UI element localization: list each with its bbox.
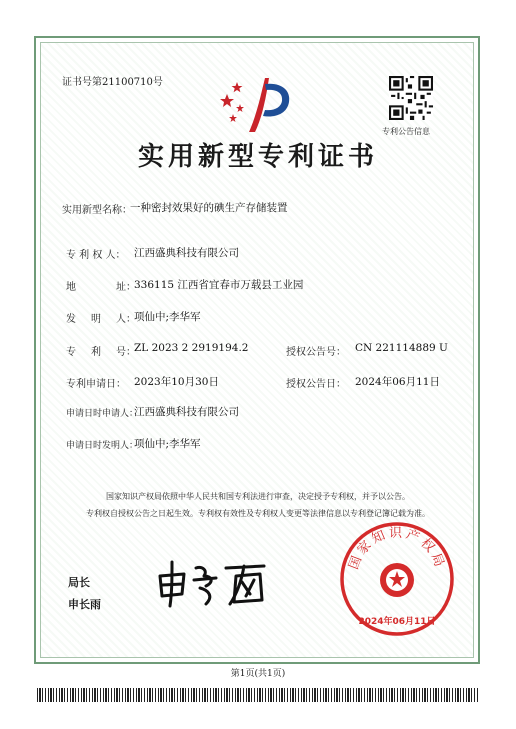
patent-no-value: ZL 2023 2 2919194.2 [134,342,249,354]
applicant-at-filing-label: 申请日时申请人： [66,409,139,419]
address-value: 336115 江西省宜春市万载县工业园 [134,279,304,291]
director-name: 申长雨 [68,598,101,611]
cnipa-logo-icon [219,74,297,134]
filing-date-label: 专利申请日： [66,379,126,390]
address-label-part1: 地 [66,282,76,293]
utility-model-label: 实用新型名称： [62,205,132,216]
address-label-part2: 址： [116,282,136,293]
official-seal-icon [338,520,456,638]
certificate-title: 实用新型专利证书 [137,142,378,172]
patentee-label: 专 利 权 人： [66,250,126,261]
director-title: 局长 [68,576,90,589]
qr-label: 专利公告信息 [382,127,430,136]
inventor-label-part3: 人： [116,314,136,325]
director-signature-icon [154,558,274,608]
page-number: 第1页(共1页) [230,669,286,679]
applicant-at-filing-value: 江西盛典科技有限公司 [134,406,239,418]
seal-arc-text: 国家知识产权局 [346,526,448,572]
inventor-label-part1: 发 [66,314,76,325]
inventor-at-filing-value: 项仙中;李华军 [134,438,201,450]
patent-no-label-part3: 号： [116,347,136,358]
seal-date: 2024年06月11日 [358,617,436,627]
utility-model-value: 一种密封效果好的碘生产存储装置 [130,202,288,214]
grant-pub-no-value: CN 221114889 U [355,342,448,354]
certificate-number: 证书号第21100710号 [62,77,163,88]
grant-pub-no-label: 授权公告号： [286,347,346,358]
qr-code-icon[interactable] [389,76,433,120]
patent-no-label-part1: 专 [66,347,76,358]
inventor-at-filing-label: 申请日时发明人： [66,441,139,451]
notice-line-2: 专利权自授权公告之日起生效。专利权有效性及专利权人变更等法律信息以专利登记簿记载为准。 [86,509,430,518]
patentee-value: 江西盛典科技有限公司 [134,247,239,259]
inventor-label-part2: 明 [91,314,101,325]
patent-no-label-part2: 利 [91,347,101,358]
grant-pub-date-label: 授权公告日： [286,379,346,390]
filing-date-value: 2023年10月30日 [134,376,219,388]
inventor-value: 项仙中;李华军 [134,311,201,323]
barcode-strip [37,688,479,702]
notice-line-1: 国家知识产权局依照中华人民共和国专利法进行审查，决定授予专利权，并予以公告。 [106,492,410,501]
grant-pub-date-value: 2024年06月11日 [355,376,440,388]
